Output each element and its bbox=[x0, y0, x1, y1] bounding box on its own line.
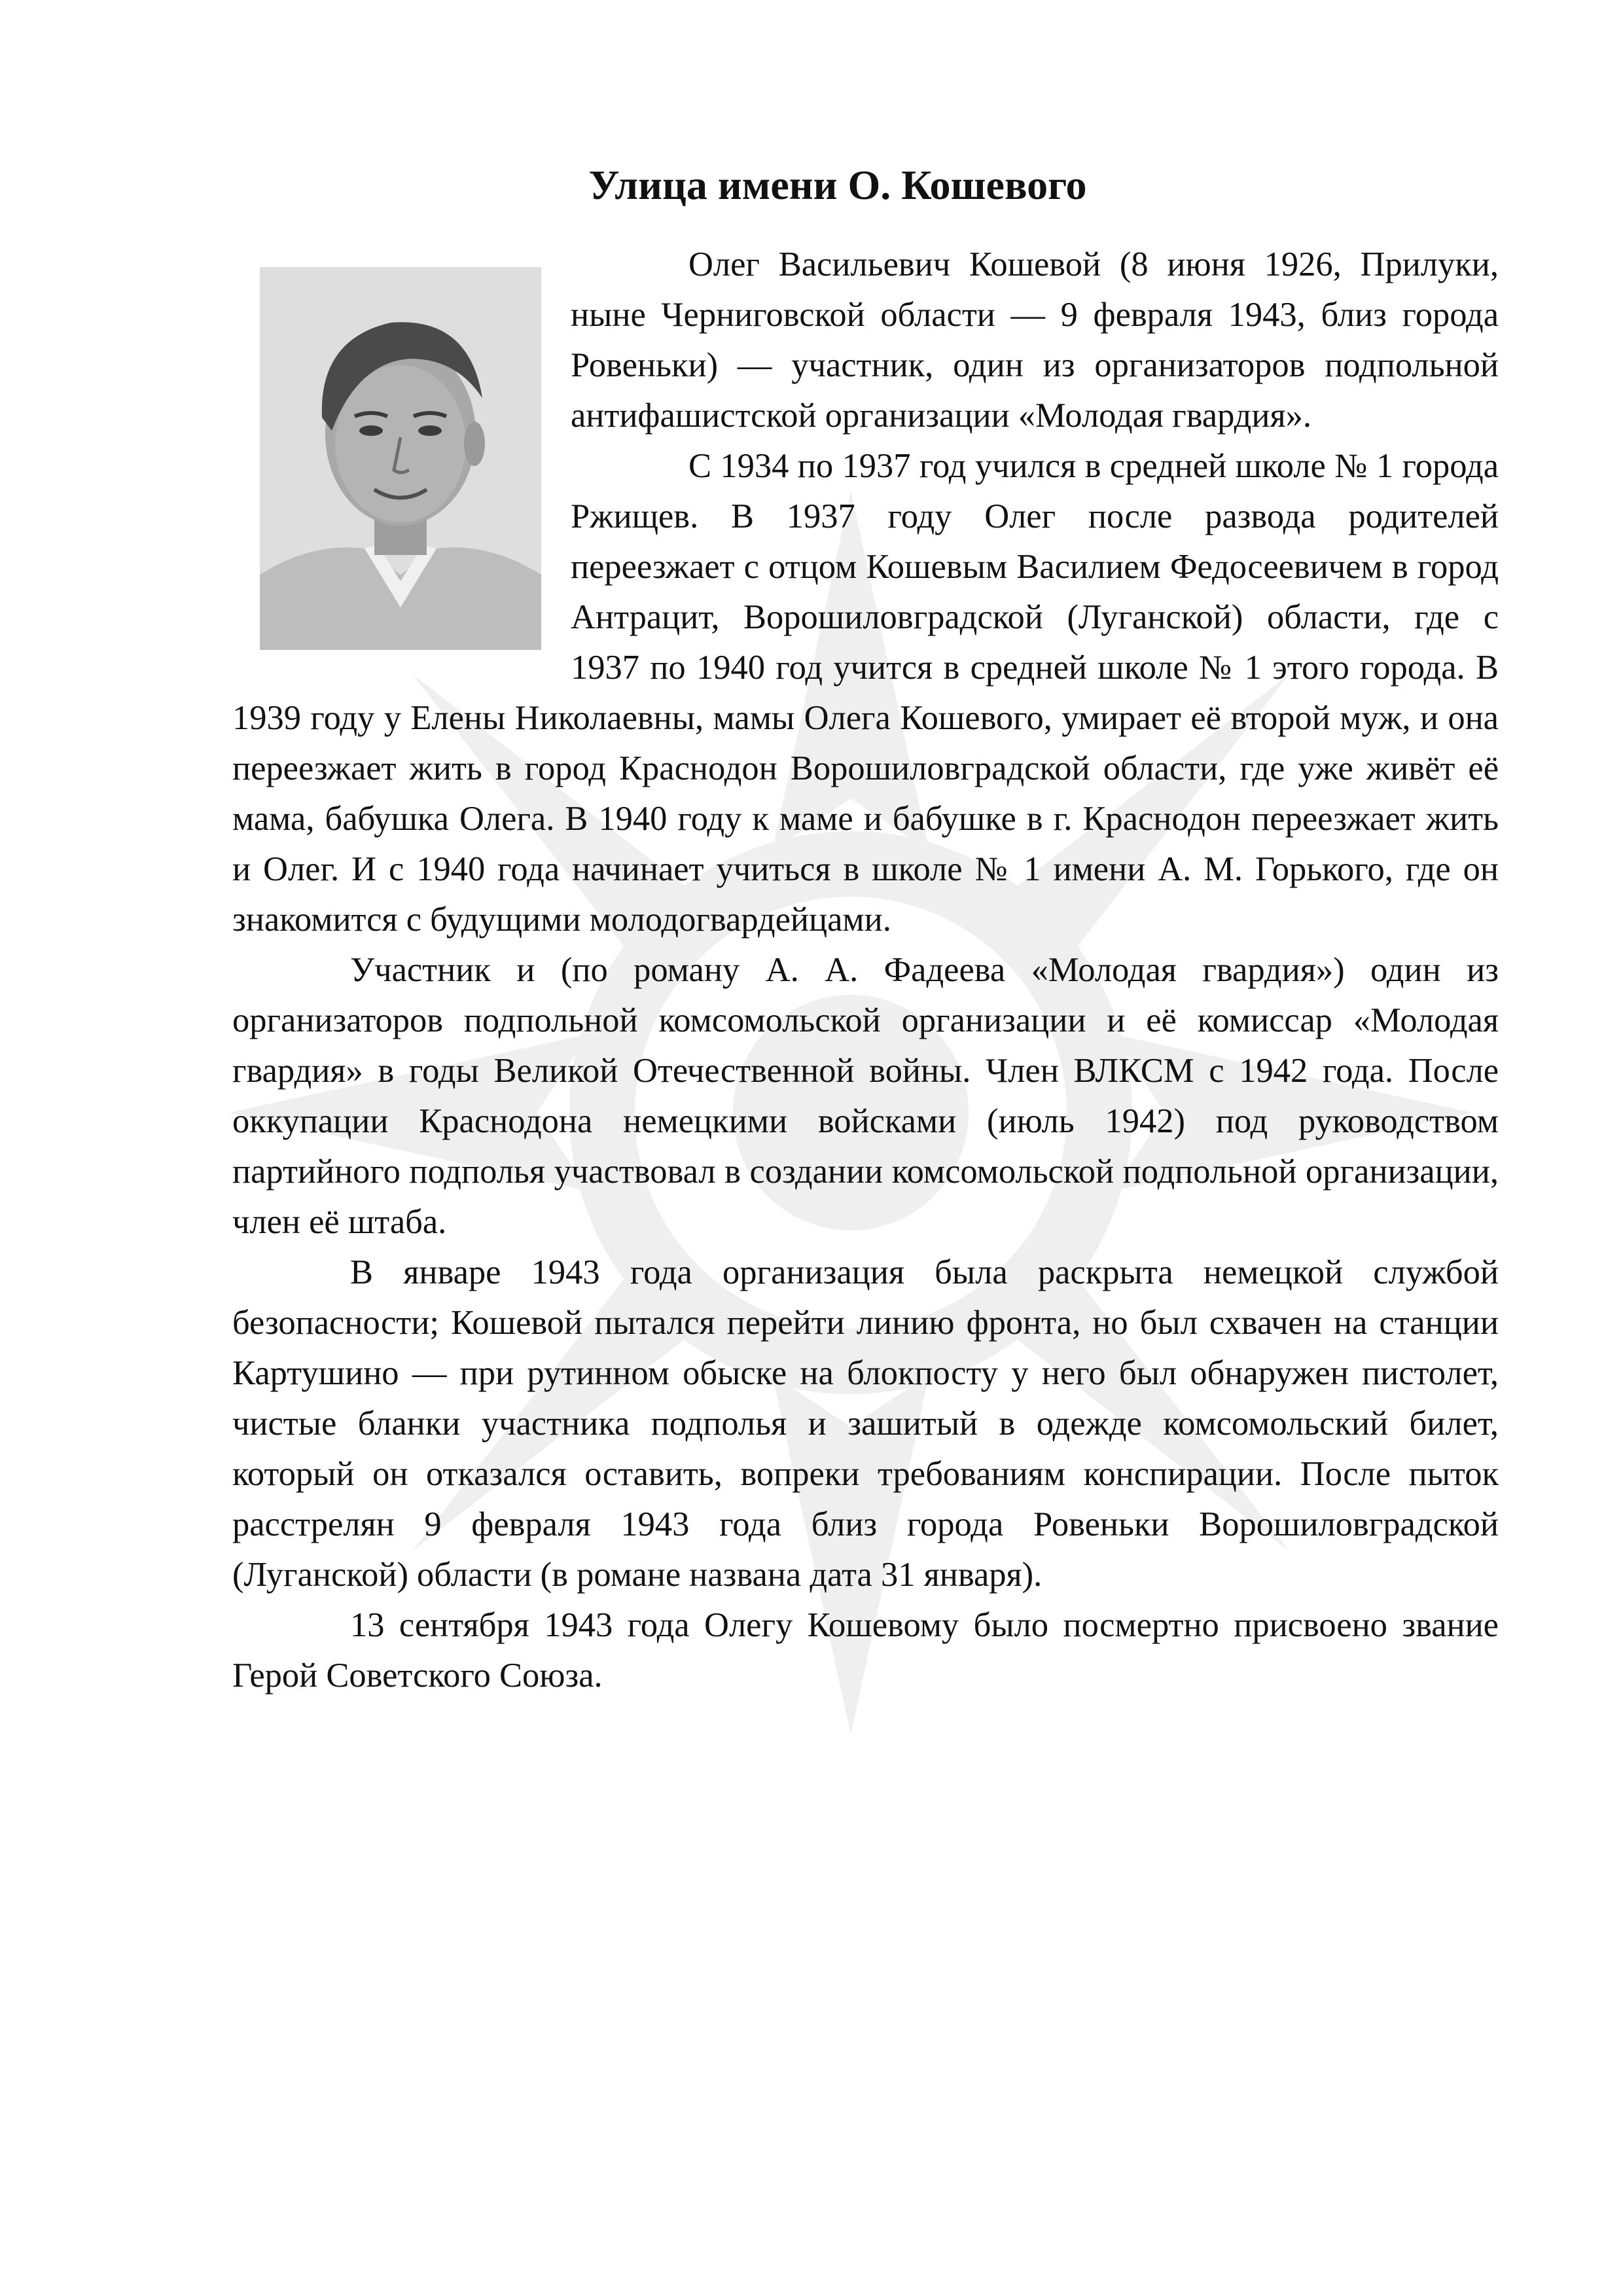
paragraph-1: Олег Васильевич Кошевой (8 июня 1926, Прилуки, ныне Черниговской области — 9 февраля 1943, близ города Ровеньки) — участник, один из организаторов подпольной антифашистской организации «Молодая гвардия». bbox=[571, 245, 1499, 435]
article-body bbox=[232, 240, 1499, 1701]
paragraph-2: С 1934 по 1937 год учился в средней школе № 1 города Ржищев. В 1937 году Олег после развода родителей переезжает с отцом Кошевым Василием Федосеевичем в город Антрацит, Ворошиловградской (Луганской) области, где с 1937 по 1940 год учится в средней школе № 1 этого города. В 1939 году у Елены Николаевны, мамы Олега Кошевого, умирает её второй муж, и она переезжает жить в город Краснодон Ворошиловградской области, где уже живёт её мама, бабушка Олега. В 1940 году к маме и бабушке в г. Краснодон переезжает жить и Олег. И с 1940 года начинает учиться в школе № 1 имени А. М. Горького, где он знакомится с будущими молодогвардейцами. bbox=[232, 447, 1499, 939]
paragraph-5: 13 сентября 1943 года Олегу Кошевому было посмертно присвоено звание Герой Советского Союза. bbox=[232, 1606, 1499, 1695]
page-title: Улица имени О. Кошевого bbox=[588, 162, 1087, 208]
paragraph-3: Участник и (по роману А. А. Фадеева «Молодая гвардия») один из организаторов подпольной комсомольской организации и её комиссар «Молодая гвардия» в годы Великой Отечественной войны. Член ВЛКСМ с 1942 года. После оккупации Краснодона немецкими войсками (июль 1942) под руководством партийного подполья участвовал в создании комсомольской подпольной организации, член её штаба. bbox=[232, 951, 1499, 1241]
paragraph-4: В январе 1943 года организация была раскрыта немецкой службой безопасности; Кошевой пытался перейти линию фронта, но был схвачен на станции Картушино — при рутинном обыске на блокпосту у него был обнаружен пистолет, чистые бланки участника подполья и зашитый в одежде комсомольский билет, который он отказался оставить, вопреки требованиям конспирации. После пыток расстрелян 9 февраля 1943 года близ города Ровеньки Ворошиловградской (Луганской) области (в романе названа дата 31 января). bbox=[232, 1253, 1499, 1594]
portrait-image bbox=[260, 267, 541, 650]
portrait-photo bbox=[260, 267, 541, 650]
